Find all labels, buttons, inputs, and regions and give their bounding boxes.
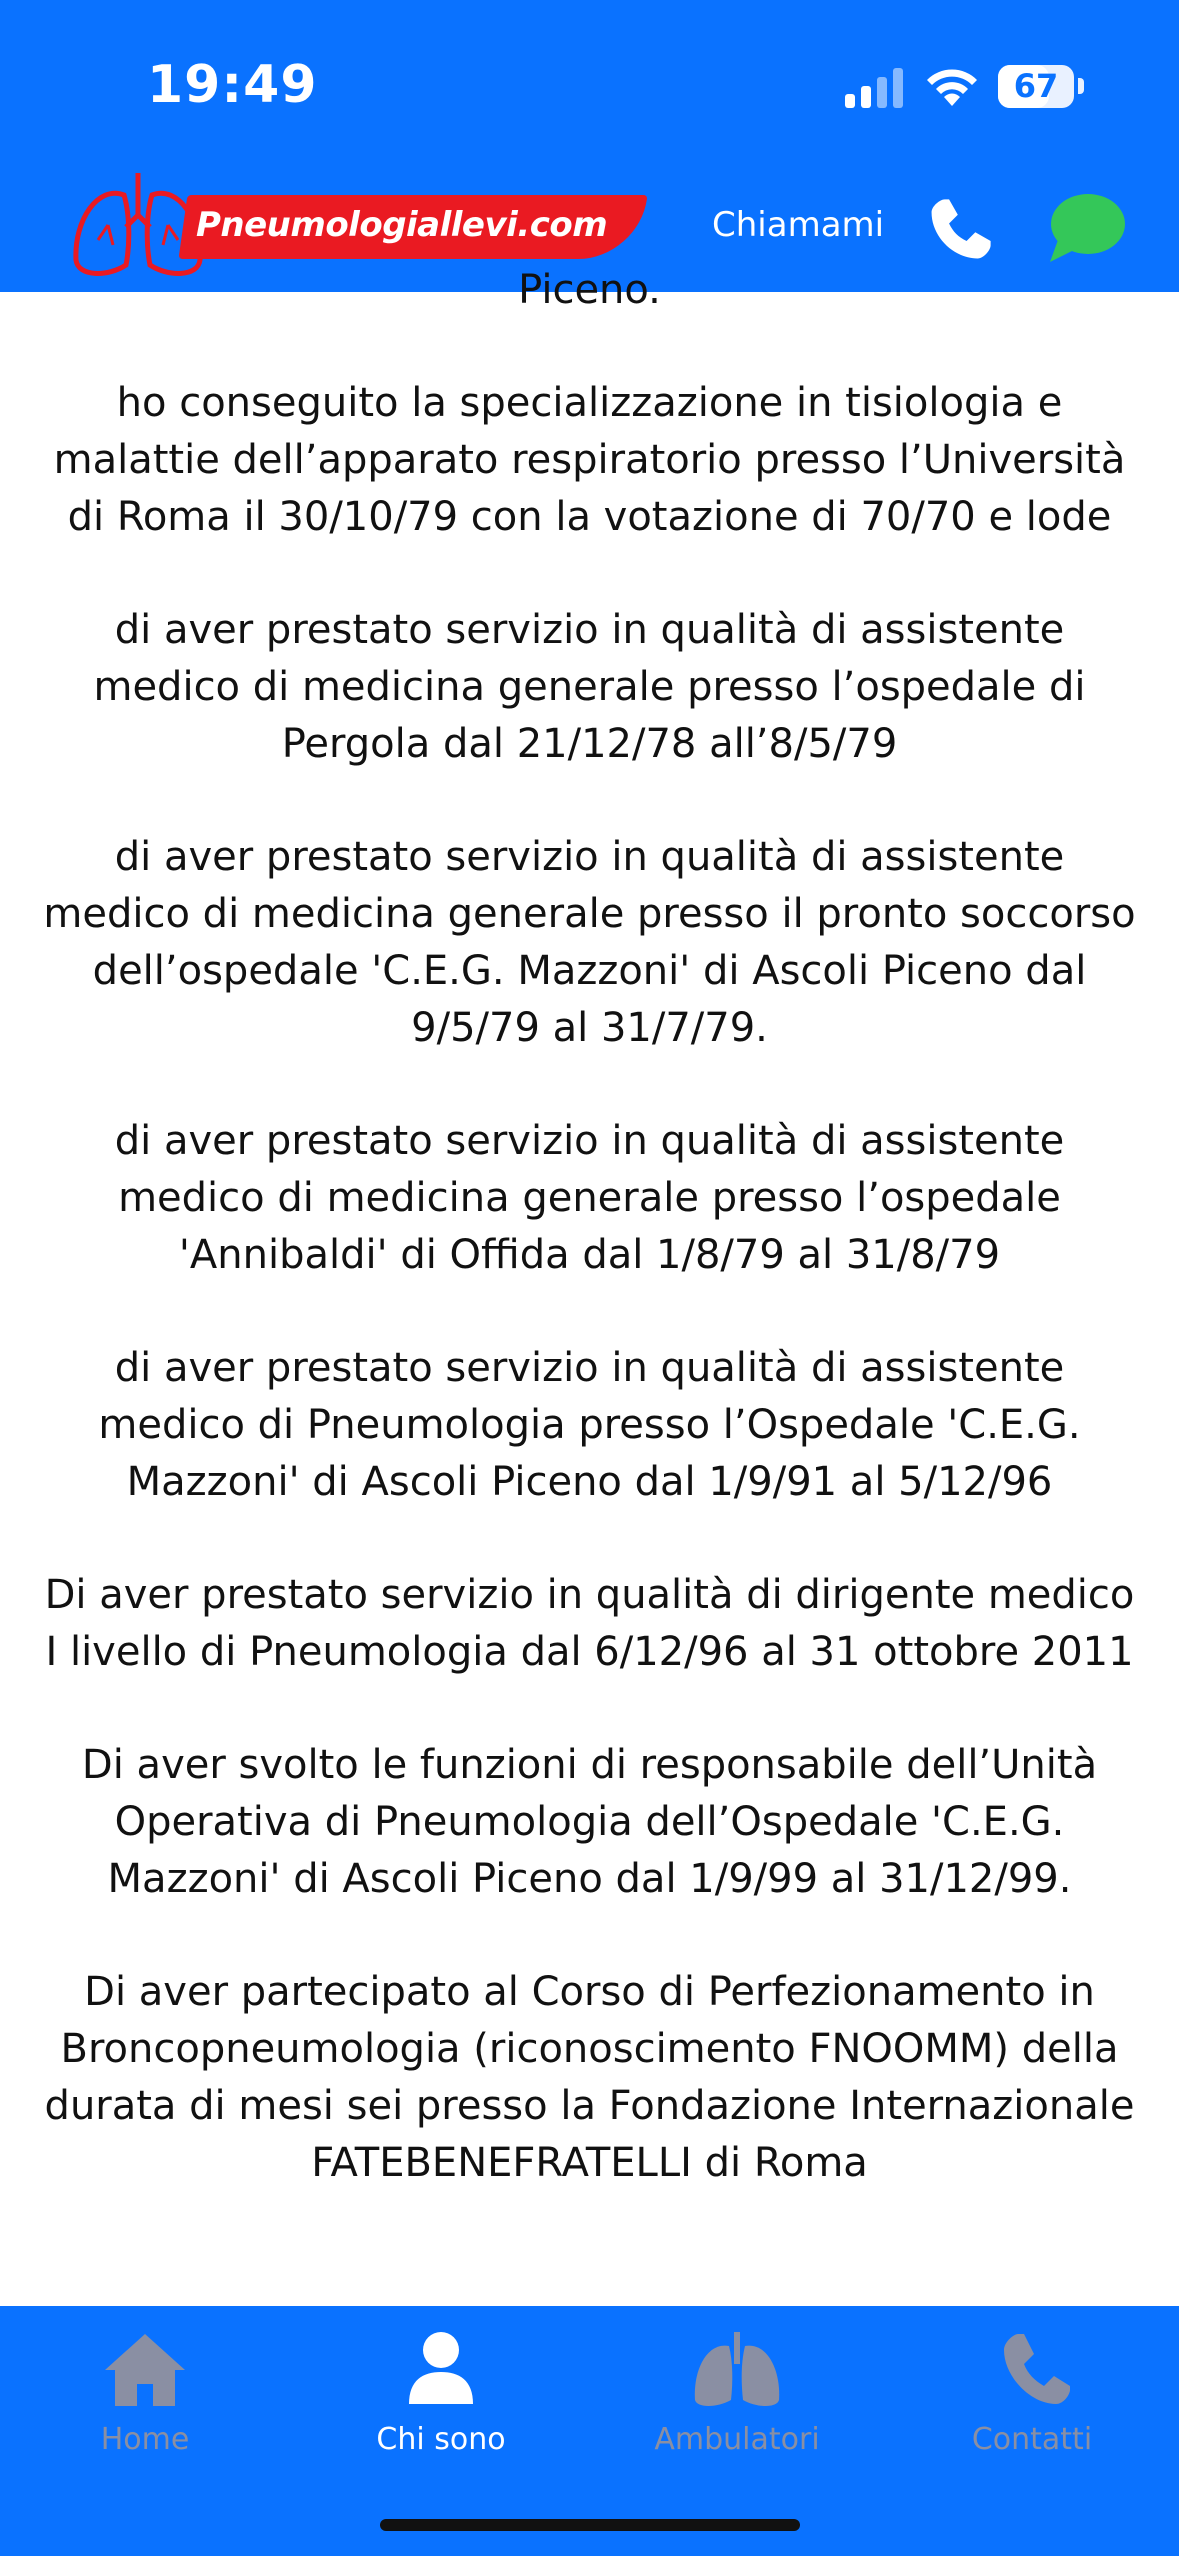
phone-icon [982,2330,1082,2410]
tab-home[interactable] [45,2320,245,2460]
tab-contatti[interactable] [932,2320,1132,2460]
bio-text [40,262,1139,2248]
tab-ambulatori[interactable] [637,2320,837,2460]
main-content[interactable] [0,267,1179,2186]
tab-label: Contatti [971,2422,1093,2457]
status-time: 19:49 [147,55,318,115]
battery-level: 67 [1013,67,1059,105]
chat-bubble-icon[interactable] [1048,192,1126,264]
bio-paragraph: di aver prestato servizio in qualità di assistente medico di Pneumologia presso l’Ospedale 'C.E.G. Mazzoni' di Ascoli Piceno dal 1/9/91 al 5/12/96 [98,1345,1081,1505]
bio-paragraph: di aver prestato servizio in qualità di assistente medico di medicina generale presso il pronto soccorso dell’ospedale 'C.E.G. Mazzoni' di Ascoli Piceno dal 9/5/79 al 31/7/79. [43,834,1136,1051]
bio-paragraph: di aver prestato servizio in qualità di assistente medico di medicina generale presso l’ospedale 'Annibaldi' di Offida dal 1/8/79 al 31/8/79 [114,1118,1065,1278]
battery-cap [1078,78,1084,94]
tab-chi-sono[interactable] [341,2320,541,2460]
phone-icon[interactable] [925,195,995,265]
lungs-icon [687,2330,787,2410]
tab-label: Ambulatori [654,2422,820,2457]
logo-text: Pneumologiallevi.com [196,205,608,245]
person-icon [391,2330,491,2410]
bio-paragraph: Di aver prestato servizio in qualità di dirigente medico I livello di Pneumologia dal 6/12/96 al 31 ottobre 2011 [44,1572,1135,1675]
bio-paragraph: ho conseguito la specializzazione in tisiologia e malattie dell’apparato respiratorio presso l’Università di Roma il 30/10/79 con la votazione di 70/70 e lode [53,380,1126,540]
bio-paragraph: Piceno. [518,267,661,313]
home-indicator[interactable] [380,2519,800,2531]
cellular-signal-icon [845,68,907,108]
bio-paragraph: Di aver partecipato al Corso di Perfezionamento in Broncopneumologia (riconoscimento FNOOMM) della durata di mesi sei presso la Fondazione Internazionale FATEBENEFRATELLI di Roma [44,1969,1135,2186]
bio-paragraph: di aver prestato servizio in qualità di assistente medico di medicina generale presso l’ospedale di Pergola dal 21/12/78 all’8/5/79 [93,607,1086,767]
wifi-icon [924,62,980,106]
home-icon [95,2330,195,2410]
tab-label: Chi sono [376,2422,506,2457]
tab-label: Home [100,2422,190,2457]
call-me-label[interactable]: Chiamami [712,205,885,245]
status-bar [0,0,1179,170]
bio-paragraph: Di aver svolto le funzioni di responsabile dell’Unità Operativa di Pneumologia dell’Ospedale 'C.E.G. Mazzoni' di Ascoli Piceno dal 1/9/99 al 31/12/99. [81,1742,1098,1902]
battery-icon [998,65,1074,108]
